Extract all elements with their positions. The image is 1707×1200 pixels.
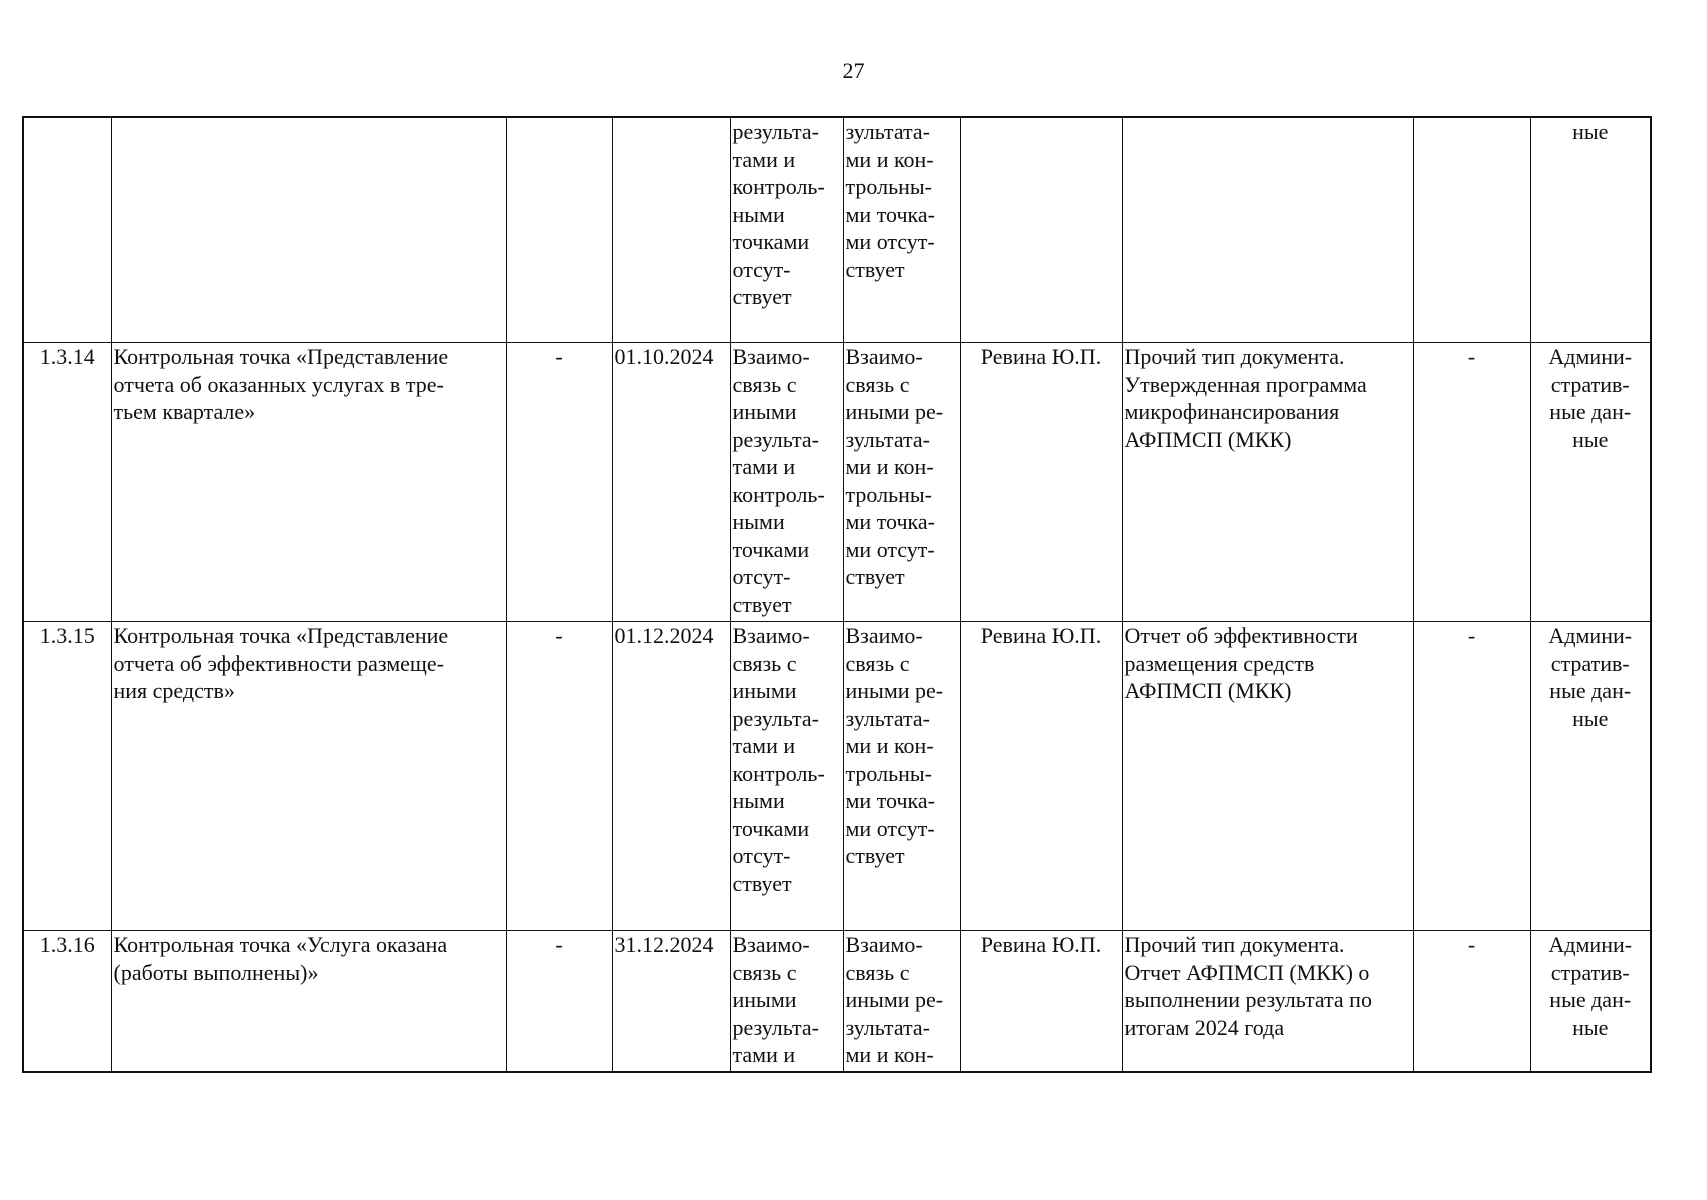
cell-document: Прочий тип документа. Отчет АФПМСП (МКК) о выполнении результата по итогам 2024 года <box>1122 931 1413 1073</box>
cell-responsible: Ревина Ю.П. <box>960 343 1122 622</box>
table-row-continuation <box>23 117 1651 343</box>
cell-relation-results: Взаимо- связь с иными результа- тами и контроль- ными точками отсут- ствует <box>730 343 843 622</box>
cell-relation-points: Взаимо- связь с иными ре- зультата- ми и кон- трольны- ми точка- ми отсут- ствует <box>843 343 960 622</box>
control-points-table <box>22 116 1652 1073</box>
cell-relation-results: Взаимо- связь с иными результа- тами и контроль- ными точками отсут- ствует <box>730 622 843 931</box>
cell-responsible: Ревина Ю.П. <box>960 622 1122 931</box>
cell-col10: - <box>1413 622 1530 931</box>
cell-num <box>23 117 111 343</box>
cell-document: Отчет об эффективности размещения средств АФПМСП (МКК) <box>1122 622 1413 931</box>
cell-source: Админи- стратив- ные дан- ные <box>1530 931 1651 1073</box>
cell-col10 <box>1413 117 1530 343</box>
cell-relation-points: Взаимо- связь с иными ре- зультата- ми и кон- <box>843 931 960 1073</box>
cell-date: 31.12.2024 <box>612 931 730 1073</box>
cell-num: 1.3.14 <box>23 343 111 622</box>
cell-col3: - <box>506 931 612 1073</box>
cell-document <box>1122 117 1413 343</box>
table-row <box>23 931 1651 1073</box>
cell-responsible <box>960 117 1122 343</box>
cell-relation-results: результа- тами и контроль- ными точками отсут- ствует <box>730 117 843 343</box>
cell-source: Админи- стратив- ные дан- ные <box>1530 343 1651 622</box>
cell-col10: - <box>1413 343 1530 622</box>
table-row <box>23 343 1651 622</box>
page-number: 27 <box>842 58 865 83</box>
cell-date: 01.12.2024 <box>612 622 730 931</box>
cell-date <box>612 117 730 343</box>
cell-col3 <box>506 117 612 343</box>
cell-document: Прочий тип документа. Утвержденная программа микрофинансирования АФПМСП (МКК) <box>1122 343 1413 622</box>
cell-name: Контрольная точка «Представление отчета об эффективности размеще- ния средств» <box>111 622 506 931</box>
cell-name: Контрольная точка «Услуга оказана (работы выполнены)» <box>111 931 506 1073</box>
cell-date: 01.10.2024 <box>612 343 730 622</box>
cell-num: 1.3.15 <box>23 622 111 931</box>
cell-source: ные <box>1530 117 1651 343</box>
cell-num: 1.3.16 <box>23 931 111 1073</box>
cell-relation-points: зультата- ми и кон- трольны- ми точка- ми отсут- ствует <box>843 117 960 343</box>
cell-responsible: Ревина Ю.П. <box>960 931 1122 1073</box>
cell-col10: - <box>1413 931 1530 1073</box>
cell-col3: - <box>506 343 612 622</box>
cell-name: Контрольная точка «Представление отчета об оказанных услугах в тре- тьем квартале» <box>111 343 506 622</box>
cell-relation-points: Взаимо- связь с иными ре- зультата- ми и кон- трольны- ми точка- ми отсут- ствует <box>843 622 960 931</box>
cell-col3: - <box>506 622 612 931</box>
table-row <box>23 622 1651 931</box>
cell-source: Админи- стратив- ные дан- ные <box>1530 622 1651 931</box>
cell-relation-results: Взаимо- связь с иными результа- тами и <box>730 931 843 1073</box>
cell-name <box>111 117 506 343</box>
